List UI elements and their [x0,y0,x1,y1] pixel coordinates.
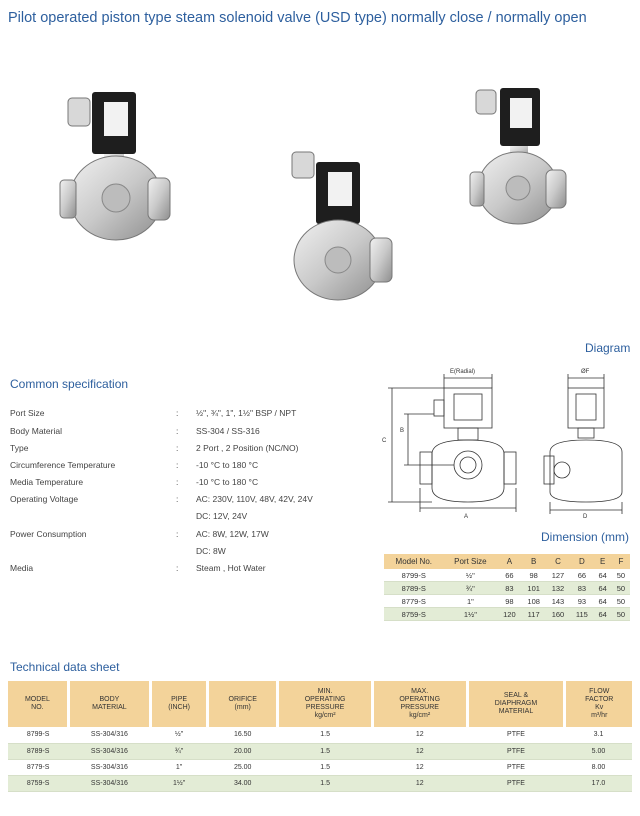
table-cell: 12 [372,759,467,775]
table-cell: 117 [522,608,546,621]
common-spec-heading: Common specification [10,377,129,391]
table-cell: 3.1 [565,727,632,743]
header-line: MAX. [411,688,429,695]
spec-value: -10 °C to 180 °C [196,477,259,487]
table-cell: 1" [444,595,498,608]
table-cell: PTFE [467,743,565,759]
table-cell: 1.5 [278,743,373,759]
table-row [384,595,630,608]
table-cell: 25.00 [208,759,278,775]
table-cell: 108 [522,595,546,608]
table-cell: 12 [372,727,467,743]
dim-header-a: A [497,554,521,569]
spec-label: Type [10,443,29,453]
table-cell: ½" [444,569,498,582]
spec-colon: : [176,460,179,470]
spec-colon: : [176,563,179,573]
header-line: OPERATING [399,696,441,703]
table-cell: 143 [546,595,570,608]
header-line: OPERATING [304,696,346,703]
header-line: kg/cm² [409,712,431,719]
header-line: MATERIAL [92,704,127,711]
table-cell: 1.5 [278,775,373,791]
table-cell: 8759-S [384,608,444,621]
table-cell: ¾" [151,743,208,759]
spec-label: Media [10,563,34,573]
table-cell: 83 [497,582,521,595]
table-cell: 93 [570,595,594,608]
table-row [384,582,630,595]
spec-value: ½", ¾", 1", 1½" BSP / NPT [196,408,297,418]
tech-header-model [8,681,68,727]
technical-table [8,681,632,792]
dimension-heading: Dimension (mm) [541,530,630,544]
header-line: MODEL [24,696,50,703]
table-cell: 1½" [444,608,498,621]
tech-header-min-pressure [278,681,373,727]
dim-header-b: B [522,554,546,569]
table-cell: ¾" [444,582,498,595]
table-cell: 8799-S [8,727,68,743]
header-line: PIPE [171,696,188,703]
table-cell: 12 [372,775,467,791]
header-line: m³/hr [591,712,608,719]
table-cell: ½" [151,727,208,743]
spec-value: Steam , Hot Water [196,563,266,573]
header-line: MATERIAL [498,708,534,715]
table-cell: 132 [546,582,570,595]
header-line: DIAPHRAGM [494,700,538,707]
spec-colon: : [176,426,179,436]
table-cell: 20.00 [208,743,278,759]
table-cell: 1.5 [278,727,373,743]
header-line: FLOW [589,688,610,695]
table-cell: SS-304/316 [68,775,150,791]
valve-photo-2 [292,152,392,300]
tech-header-pipe [151,681,208,727]
tech-header-orifice [208,681,278,727]
table-row [8,759,632,775]
valve-photo-1 [60,92,170,240]
spec-value: SS-304 / SS-316 [196,426,260,436]
spec-label: Circumference Temperature [10,460,116,470]
dim-header-port: Port Size [444,554,498,569]
table-cell: 64 [594,595,612,608]
header-line: PRESSURE [400,704,439,711]
spec-label: Operating Voltage [10,494,79,504]
table-cell: 8759-S [8,775,68,791]
table-cell: PTFE [467,727,565,743]
spec-colon: : [176,408,179,418]
table-cell: SS-304/316 [68,759,150,775]
diagram-label-a: A [464,514,469,520]
technical-header-row [8,681,632,727]
technical-heading: Technical data sheet [10,660,120,674]
dim-header-d: D [570,554,594,569]
table-cell: 127 [546,569,570,582]
table-cell: 8799-S [384,569,444,582]
table-cell: 66 [570,569,594,582]
tech-header-max-pressure [372,681,467,727]
table-cell: 8789-S [8,743,68,759]
diagram-heading: Diagram [585,341,631,355]
table-cell: 12 [372,743,467,759]
tech-header-flow [565,681,632,727]
table-cell: 50 [612,582,630,595]
spec-label: Port Size [10,408,45,418]
header-line: SEAL & [503,692,529,699]
table-cell: 98 [522,569,546,582]
spec-label: Body Material [10,426,62,436]
product-photos [0,60,640,310]
table-cell: 50 [612,608,630,621]
spec-value: 2 Port , 2 Position (NC/NO) [196,443,299,453]
header-line: (mm) [234,704,251,711]
page-title: Pilot operated piston type steam solenoid valve (USD type) normally close / normally open [8,10,587,26]
tech-header-seal [467,681,565,727]
header-line: BODY [99,696,120,703]
table-cell: SS-304/316 [68,727,150,743]
table-cell: 8779-S [8,759,68,775]
table-cell: 115 [570,608,594,621]
header-line: PRESSURE [305,704,345,711]
spec-colon: : [176,529,179,539]
table-cell: PTFE [467,775,565,791]
table-cell: 34.00 [208,775,278,791]
table-cell: 8.00 [565,759,632,775]
table-cell: 8789-S [384,582,444,595]
header-line: Kv [595,704,604,711]
spec-colon: : [176,443,179,453]
table-cell: 64 [594,582,612,595]
spec-label: Power Consumption [10,529,87,539]
spec-label: Media Temperature [10,477,84,487]
spec-value: AC: 230V, 110V, 48V, 42V, 24V [196,494,313,504]
table-cell: 120 [497,608,521,621]
table-cell: 64 [594,608,612,621]
diagram-label-d: D [583,514,588,520]
table-cell: 160 [546,608,570,621]
table-cell: 1.5 [278,759,373,775]
dimension-diagram [378,360,634,520]
diagram-label-b: B [400,428,405,434]
spec-colon: : [176,494,179,504]
table-cell: 1" [151,759,208,775]
table-cell: 1½" [151,775,208,791]
table-cell: 17.0 [565,775,632,791]
table-row [8,743,632,759]
table-cell: 66 [497,569,521,582]
table-cell: PTFE [467,759,565,775]
header-line: NO. [31,704,44,711]
valve-photo-3 [470,88,566,224]
spec-colon: : [176,477,179,487]
spec-value: DC: 8W [196,546,226,556]
diagram-label-f: ØF [581,369,590,375]
spec-value: AC: 8W, 12W, 17W [196,529,269,539]
diagram-label-e: E(Radial) [450,369,476,375]
table-cell: 101 [522,582,546,595]
header-line: FACTOR [585,696,614,703]
spec-value: DC: 12V, 24V [196,511,248,521]
table-cell: 83 [570,582,594,595]
dim-header-c: C [546,554,570,569]
dimension-table [384,554,630,621]
header-line: kg/cm² [314,712,336,719]
table-cell: 5.00 [565,743,632,759]
dim-header-f: F [612,554,630,569]
diagram-label-c: C [382,438,387,444]
table-row [8,775,632,791]
table-cell: 64 [594,569,612,582]
dim-header-model: Model No. [384,554,444,569]
table-cell: SS-304/316 [68,743,150,759]
dim-header-e: E [594,554,612,569]
header-line: (INCH) [168,704,190,711]
dimension-header-row [384,554,630,569]
spec-value: -10 °C to 180 °C [196,460,259,470]
header-line: MIN. [317,688,333,695]
table-cell: 8779-S [384,595,444,608]
table-cell: 16.50 [208,727,278,743]
table-row [384,569,630,582]
tech-header-body [68,681,150,727]
table-row [384,608,630,621]
header-line: ORIFICE [228,696,257,703]
table-cell: 50 [612,595,630,608]
table-cell: 98 [497,595,521,608]
table-row [8,727,632,743]
table-cell: 50 [612,569,630,582]
